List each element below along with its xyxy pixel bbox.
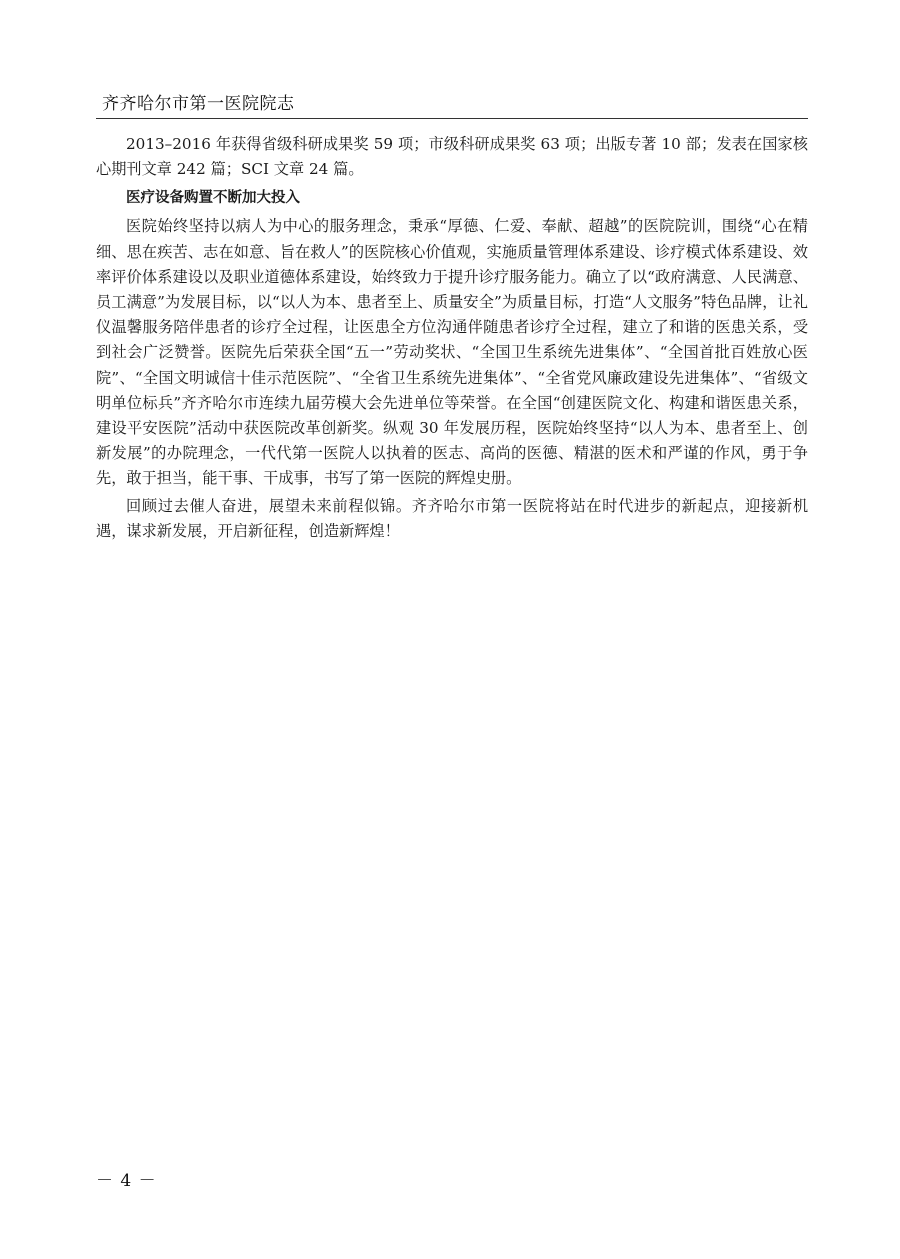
page-number: － 4 －	[96, 1171, 157, 1191]
section-heading: 医疗设备购置不断加大投入	[126, 190, 300, 207]
body-paragraph-2: 回顾过去催人奋进，展望未来前程似锦。齐齐哈尔市第一医院将站在时代进步的新起点，迎接新机遇，谋求新发展，开启新征程，创造新辉煌！	[96, 496, 808, 540]
page-body	[96, 132, 808, 546]
body-paragraph-1: 医院始终坚持以病人为中心的服务理念，秉承“厚德、仁爱、奉献、超越”的医院院训，围绕“心在精细、思在疾苦、志在如意、旨在救人”的医院核心价值观，实施质量管理体系建设、诊疗模式体系建设、效率评价体系建设以及职业道德体系建设，始终致力于提升诊疗服务能力。确立了以“政府满意、人民满意、员工满意”为发展目标，以“以人为本、患者至上、质量安全”为质量目标，打造“人文服务”特色品牌，让礼仪温馨服务陪伴患者的诊疗全过程，让医患全方位沟通伴随患者诊疗全过程，建立了和谐的医患关系，受到社会广泛赞誉。医院先后荣获全国“五一”劳动奖状、“全国卫生系统先进集体”、“全国首批百姓放心医院”、“全国文明诚信十佳示范医院”、“全省卫生系统先进集体”、“全省党风廉政建设先进集体”、“省级文明单位标兵”齐齐哈尔市连续九届劳模大会先进单位等荣誉。在全国“创建医院文化、构建和谐医患关系，建设平安医院”活动中获医院改革创新奖。纵观 30 年发展历程，医院始终坚持“以人为本、患者至上、创新发展”的办院理念，一代代第一医院人以执着的医志、高尚的医德、精湛的医术和严谨的作风，勇于争先，敢于担当，能干事、干成事，书写了第一医院的辉煌史册。	[96, 217, 808, 488]
running-header	[96, 84, 808, 119]
book-title: 齐齐哈尔市第一医院院志	[102, 94, 295, 114]
intro-paragraph: 2013–2016 年获得省级科研成果奖 59 项；市级科研成果奖 63 项；出版专著 10 部；发表在国家核心期刊文章 242 篇；SCI 文章 24 篇。	[96, 135, 808, 179]
